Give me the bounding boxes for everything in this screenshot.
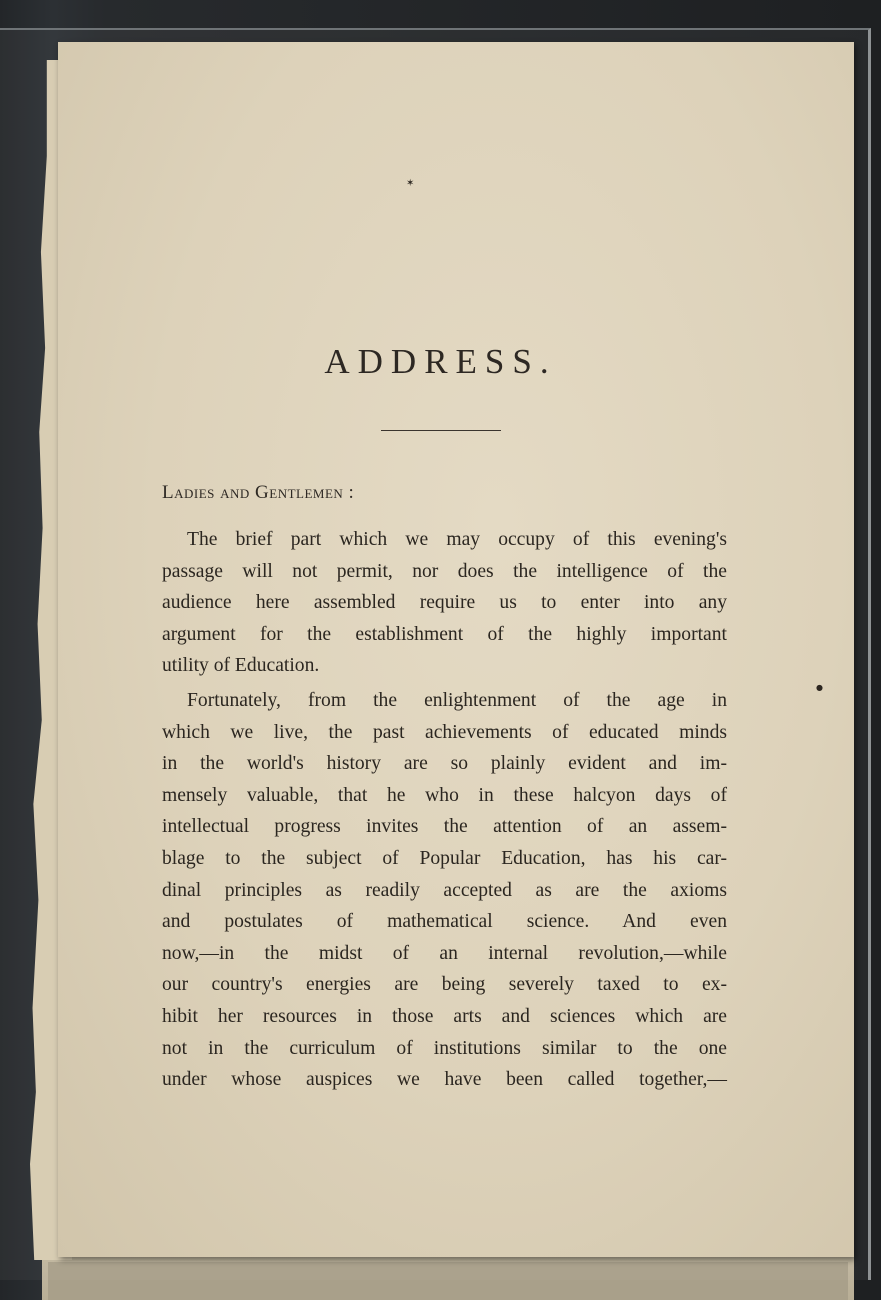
text-line: hibit her resources in those arts and sciences which are (162, 1005, 727, 1027)
text-line: blage to the subject of Popular Education, has his car- (162, 847, 727, 869)
text-line: audience here assembled require us to enter into any (162, 592, 727, 614)
paragraph-2 (162, 685, 727, 1096)
page-title: ADDRESS. (324, 342, 557, 381)
text-line: mensely valuable, that he who in these halcyon days of (162, 784, 727, 806)
text-line: Fortunately, from the enlightenment of the age in (187, 690, 727, 711)
text-line: passage will not permit, nor does the intelligence of the (162, 560, 727, 582)
text-line: argument for the establishment of the highly important (162, 623, 727, 645)
paragraph-1 (162, 524, 727, 682)
text-line: utility of Education. (162, 655, 320, 677)
text-line: The brief part which we may occupy of this evening's (187, 529, 727, 550)
text-line: under whose auspices we have been called together,— (162, 1069, 727, 1091)
text-line: not in the curriculum of institutions similar to the one (162, 1037, 727, 1059)
ink-speck: ✶ (406, 178, 415, 189)
text-line: and postulates of mathematical science. And even (162, 911, 727, 933)
title-divider (381, 430, 501, 431)
text-line: now,—in the midst of an internal revolution,—while (162, 942, 727, 964)
text-line: dinal principles as readily accepted as are the axioms (162, 879, 727, 901)
text-line: which we live, the past achievements of educated minds (162, 721, 727, 743)
ink-speck: ● (816, 683, 823, 692)
text-line: our country's energies are being severely taxed to ex- (162, 974, 727, 996)
text-line: intellectual progress invites the attention of an assem- (162, 816, 727, 838)
salutation: Ladies and Gentlemen : (162, 482, 355, 503)
text-line: in the world's history are so plainly evident and im- (162, 753, 727, 775)
